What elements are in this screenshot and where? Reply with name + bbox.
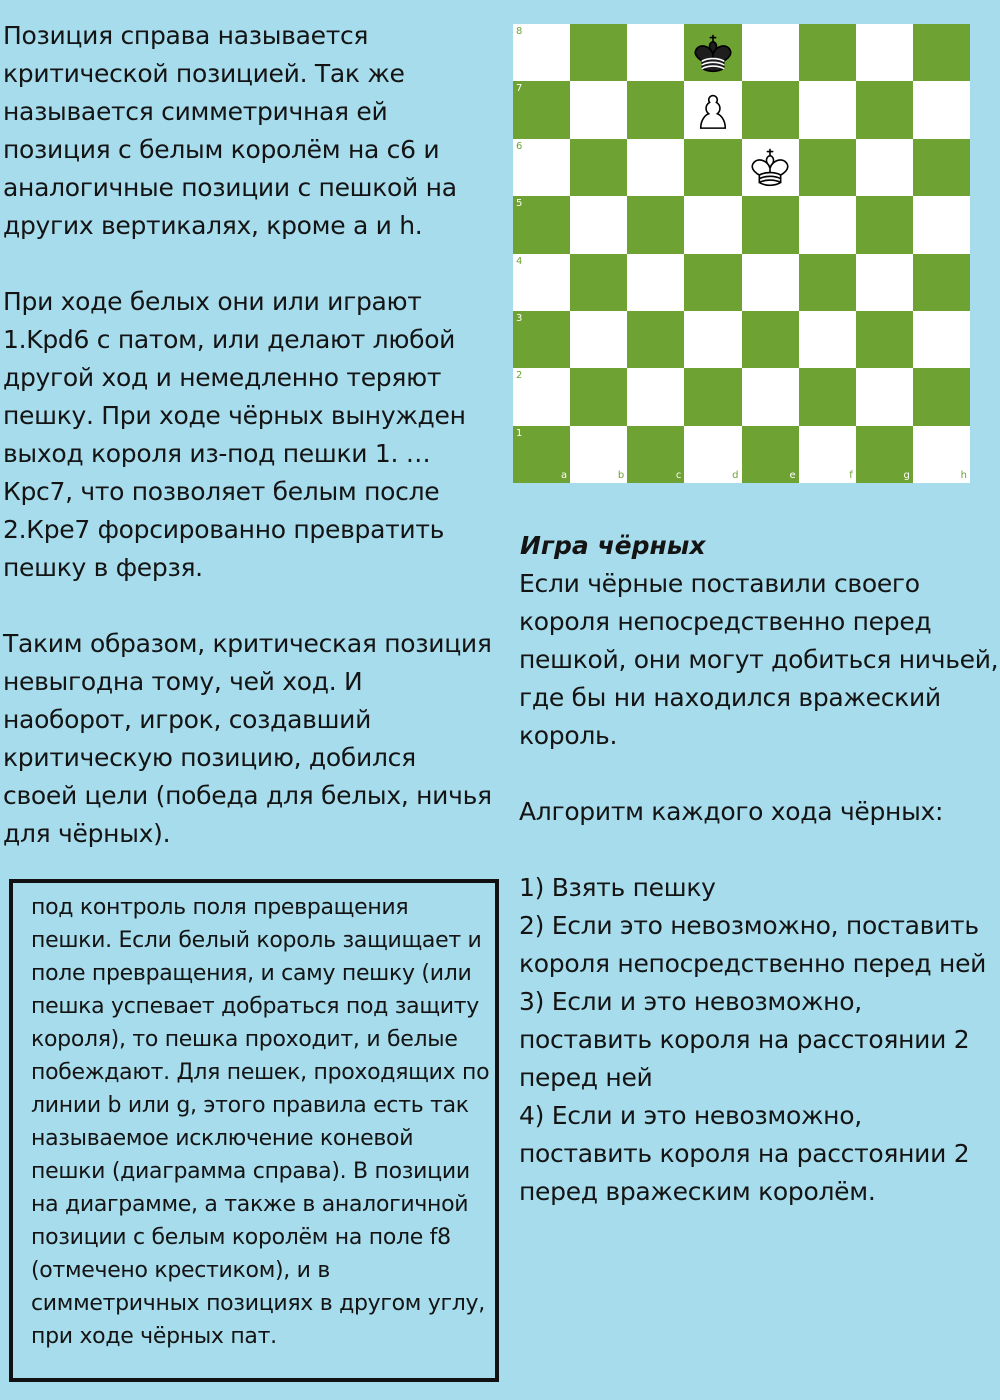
board-square-d2 bbox=[684, 368, 741, 425]
board-square-c3 bbox=[627, 311, 684, 368]
board-square-e2 bbox=[742, 368, 799, 425]
board-square-c6 bbox=[627, 139, 684, 196]
board-square-g2 bbox=[856, 368, 913, 425]
board-square-g3 bbox=[856, 311, 913, 368]
knight-pawn-exception-box bbox=[9, 879, 499, 1382]
board-square-h4 bbox=[913, 254, 970, 311]
algorithm-step: 2) Если это невозможно, поставить короля непосредственно перед ней bbox=[519, 911, 987, 978]
rank-label: 1 bbox=[516, 427, 523, 439]
rank-label: 5 bbox=[516, 198, 523, 210]
box-text: под контроль поля превращения пешки. Если белый король защищает и поле превращения, и саму пешку (или пешка успевает добраться под защиту короля), то пешка проходит, и белые побеждают. Для пешек, проходящих по линии b или g, этого правила есть так называемое исключение коневой пешки (диаграмма справа). В позиции на диаграмме, а также в аналогичной позиции с белым королём на поле f8 (отмечено крестиком), и в симметричных позициях в другом углу, при ходе чёрных пат. bbox=[31, 895, 490, 1349]
board-square-b4 bbox=[570, 254, 627, 311]
board-square-e8 bbox=[742, 24, 799, 81]
file-label: d bbox=[732, 470, 739, 481]
board-square-d6 bbox=[684, 139, 741, 196]
board-square-a6 bbox=[513, 139, 570, 196]
file-label: c bbox=[675, 470, 682, 481]
board-square-g5 bbox=[856, 196, 913, 253]
file-label: f bbox=[849, 470, 853, 481]
paragraph-black-draw: Если чёрные поставили своего короля непосредственно перед пешкой, они могут добиться ничьей, где бы ни находился вражеский король. bbox=[519, 569, 999, 750]
board-square-f1 bbox=[799, 426, 856, 483]
board-square-h5 bbox=[913, 196, 970, 253]
rank-label: 6 bbox=[516, 140, 523, 152]
white-king-icon bbox=[746, 143, 794, 191]
board-square-b1 bbox=[570, 426, 627, 483]
board-square-h1 bbox=[913, 426, 970, 483]
board-square-f3 bbox=[799, 311, 856, 368]
board-square-c4 bbox=[627, 254, 684, 311]
board-square-b5 bbox=[570, 196, 627, 253]
board-square-b7 bbox=[570, 81, 627, 138]
board-square-d4 bbox=[684, 254, 741, 311]
rank-label: 7 bbox=[516, 83, 523, 95]
board-square-b3 bbox=[570, 311, 627, 368]
board-square-c5 bbox=[627, 196, 684, 253]
board-square-f2 bbox=[799, 368, 856, 425]
paragraph-white-to-move: При ходе белых они или играют 1.Kpd6 с патом, или делают любой другой ход и немедленно теряют пешку. При ходе чёрных вынужден выход короля из-под пешки 1. … Крс7, что позволяет белым после 2.Кре7 форсированно превратить пешку в ферзя. bbox=[3, 287, 466, 582]
board-square-d3 bbox=[684, 311, 741, 368]
board-square-f4 bbox=[799, 254, 856, 311]
white-pawn-icon bbox=[689, 86, 737, 134]
board-square-b8 bbox=[570, 24, 627, 81]
rank-label: 2 bbox=[516, 370, 523, 382]
board-square-c7 bbox=[627, 81, 684, 138]
rank-label: 4 bbox=[516, 255, 523, 267]
board-square-b2 bbox=[570, 368, 627, 425]
board-square-e6 bbox=[742, 139, 799, 196]
algorithm-step: 4) Если и это невозможно, поставить короля на расстоянии 2 перед вражеским королём. bbox=[519, 1101, 970, 1206]
algorithm-steps bbox=[519, 869, 999, 1211]
board-square-d5 bbox=[684, 196, 741, 253]
algorithm-step: 1) Взять пешку bbox=[519, 873, 716, 902]
board-square-a5 bbox=[513, 196, 570, 253]
board-square-f6 bbox=[799, 139, 856, 196]
file-label: h bbox=[960, 470, 967, 481]
board-square-h8 bbox=[913, 24, 970, 81]
board-square-c1 bbox=[627, 426, 684, 483]
chess-board bbox=[513, 24, 970, 483]
board-square-e1 bbox=[742, 426, 799, 483]
board-square-e4 bbox=[742, 254, 799, 311]
black-play-heading: Игра чёрных bbox=[520, 531, 706, 560]
board-square-g1 bbox=[856, 426, 913, 483]
board-square-g7 bbox=[856, 81, 913, 138]
board-square-e3 bbox=[742, 311, 799, 368]
board-square-f7 bbox=[799, 81, 856, 138]
board-square-a8 bbox=[513, 24, 570, 81]
black-king-icon bbox=[689, 29, 737, 77]
paragraph-conclusion: Таким образом, критическая позиция невыгодна тому, чей ход. И наоборот, игрок, создавший критическую позицию, добился своей цели (победа для белых, ничья для чёрных). bbox=[3, 629, 492, 848]
board-square-a7 bbox=[513, 81, 570, 138]
paragraph-algorithm-title: Алгоритм каждого хода чёрных: bbox=[519, 797, 944, 826]
board-square-d7 bbox=[684, 81, 741, 138]
board-square-a3 bbox=[513, 311, 570, 368]
board-square-h3 bbox=[913, 311, 970, 368]
board-square-f8 bbox=[799, 24, 856, 81]
board-square-a1 bbox=[513, 426, 570, 483]
board-square-e7 bbox=[742, 81, 799, 138]
board-square-g6 bbox=[856, 139, 913, 196]
board-square-h6 bbox=[913, 139, 970, 196]
board-square-a2 bbox=[513, 368, 570, 425]
algorithm-step: 3) Если и это невозможно, поставить короля на расстоянии 2 перед ней bbox=[519, 987, 970, 1092]
board-square-h2 bbox=[913, 368, 970, 425]
rank-label: 8 bbox=[516, 26, 523, 37]
board-square-c8 bbox=[627, 24, 684, 81]
board-square-c2 bbox=[627, 368, 684, 425]
file-label: b bbox=[617, 470, 625, 481]
board-square-d1 bbox=[684, 426, 741, 483]
file-label: e bbox=[789, 470, 796, 481]
board-square-g4 bbox=[856, 254, 913, 311]
rank-label: 3 bbox=[516, 312, 523, 324]
board-square-h7 bbox=[913, 81, 970, 138]
board-square-g8 bbox=[856, 24, 913, 81]
file-label: a bbox=[560, 470, 568, 481]
paragraph-critical-position: Позиция справа называется критической позицией. Так же называется симметричная ей позиция с белым королём на с6 и аналогичные позиции с пешкой на других вертикалях, кроме a и h. bbox=[3, 21, 457, 240]
board-square-a4 bbox=[513, 254, 570, 311]
board-square-f5 bbox=[799, 196, 856, 253]
board-square-e5 bbox=[742, 196, 799, 253]
file-label: g bbox=[903, 470, 910, 481]
board-square-d8 bbox=[684, 24, 741, 81]
board-square-b6 bbox=[570, 139, 627, 196]
